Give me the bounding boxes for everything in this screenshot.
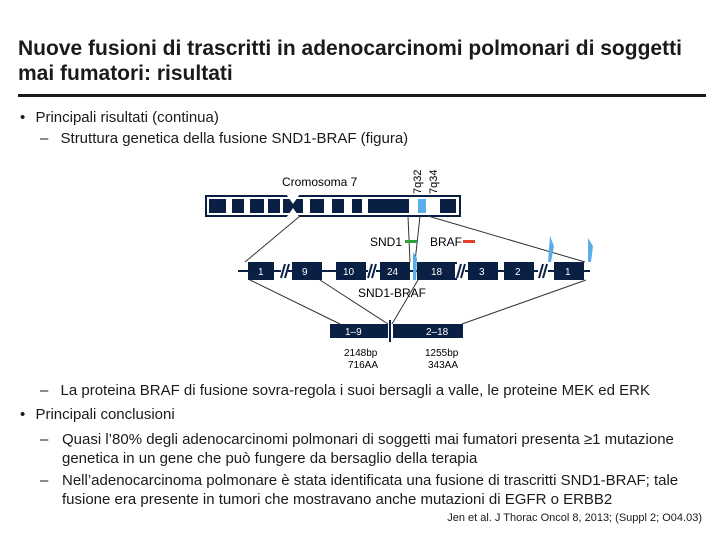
braf-exon-1-label: 1 (565, 267, 571, 278)
dash-marker: – (40, 472, 49, 489)
fusion-line (462, 280, 586, 324)
fusion-line (250, 280, 340, 324)
braf-bp-label: 1255bp (425, 348, 459, 359)
bullet-marker: • (20, 109, 26, 126)
chromosome-band (268, 199, 280, 213)
chromosome-band (368, 199, 409, 213)
braf-marker (463, 240, 475, 243)
breakpoint-flag (413, 252, 417, 280)
chromosome-band (232, 199, 244, 213)
chromosome-band (332, 199, 344, 213)
gene-break (538, 264, 548, 278)
chromosome-band (209, 199, 226, 213)
fusion-label: SND1-BRAF (358, 286, 427, 300)
bullet-conclusions (20, 406, 175, 423)
gene-break (281, 264, 289, 278)
expand-line (415, 216, 420, 262)
sub-braf-effect-text: La proteina BRAF di fusione sovra-regola i suoi bersagli a valle, le proteine MEK ed ERK (60, 382, 650, 399)
chromosome-band (250, 199, 264, 213)
braf-exon-2-label: 2 (515, 267, 521, 278)
gene-break (368, 264, 376, 278)
braf-label: BRAF (430, 235, 463, 249)
gene-break (455, 264, 465, 278)
chromosome-band (310, 199, 324, 213)
band-7q34-label: 7q34 (428, 169, 440, 194)
snd1-exon-1-label: 1 (258, 267, 264, 278)
breakpoint-flag (588, 238, 593, 262)
snd1-label: SND1 (370, 235, 403, 249)
bullet-marker: • (20, 406, 26, 423)
chromosome-label: Cromosoma 7 (282, 175, 358, 189)
dash-marker: – (40, 130, 49, 147)
bullet-conclusions-text: Principali conclusioni (35, 406, 175, 423)
dash-marker: – (40, 382, 49, 399)
expand-line (245, 216, 300, 262)
snd1-exon-10-label: 10 (343, 267, 355, 278)
chromosome-band (440, 199, 456, 213)
conclusion-text: Quasi l’80% degli adenocarcinomi polmonari di soggetti mai fumatori presenta ≥1 mutazione genetica in un gene che può fungere da bersaglio della terapia (62, 431, 674, 467)
fusion-snd1-part-label: 1–9 (345, 327, 362, 338)
braf-exon-18-label: 18 (431, 267, 443, 278)
snd1-exon-9-label: 9 (302, 267, 308, 278)
slide-title: Nuove fusioni di trascritti in adenocarcinomi polmonari di soggetti mai fumatori: risultati (18, 37, 682, 85)
sub-braf-effect (40, 382, 650, 399)
dash-marker: – (40, 431, 49, 448)
braf-exon-3-label: 3 (479, 267, 485, 278)
breakpoint-flag (548, 236, 554, 262)
band-7q32-label: 7q32 (412, 169, 424, 194)
conclusion-text: Nell’adenocarcinoma polmonare è stata identificata una fusione di trascritti SND1-BRAF; tale fusione era presente in tumori che mostravano anche mutazioni di EGFR o ERBB2 (62, 472, 679, 508)
snd1-exon-24-label: 24 (387, 267, 399, 278)
braf-aa-label: 343AA (428, 360, 459, 371)
chromosome-highlight-braf (418, 199, 426, 213)
sub-figure-caption-text: Struttura genetica della fusione SND1-BRAF (figura) (60, 130, 409, 147)
snd1-bp-label: 2148bp (344, 348, 378, 359)
expand-line (408, 216, 410, 262)
bullet-results-text: Principali risultati (continua) (35, 109, 219, 126)
citation: Jen et al. J Thorac Oncol 8, 2013; (Suppl 2; O04.03) (447, 512, 702, 524)
snd1-aa-label: 716AA (348, 360, 379, 371)
chromosome-band (352, 199, 362, 213)
snd1-marker (405, 240, 417, 243)
fusion-braf-part-label: 2–18 (426, 327, 449, 338)
